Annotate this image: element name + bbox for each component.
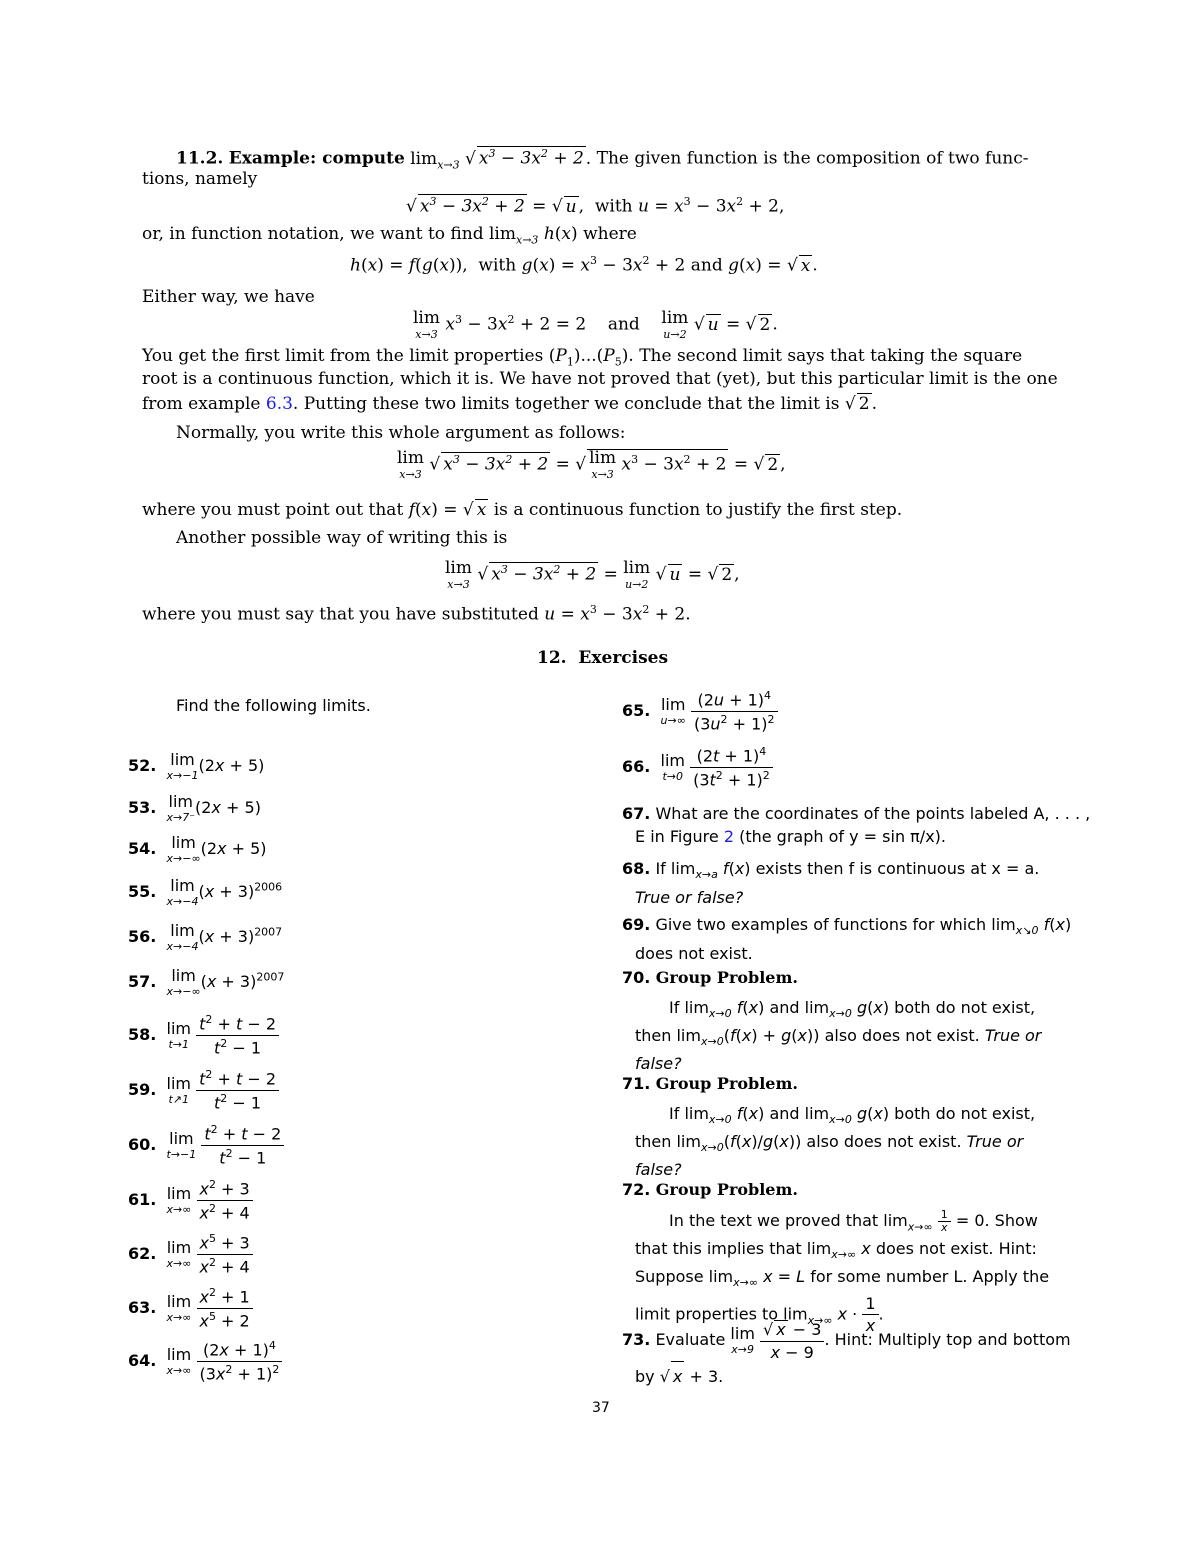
example-intro-line2: tions, namely xyxy=(142,169,258,189)
exercise-58: 58. lim t→1 $\frac{t^2 + t - 2}{t^2 - 1}$ xyxy=(128,1014,279,1057)
section-number: 12. xyxy=(537,648,567,668)
p1-text-b: The second limit says that taking the square xyxy=(639,346,1023,366)
exercise-53: 53. lim x→7⁻ (2x + 5) xyxy=(128,792,261,824)
exercise-60: 60. lim t→−1 $\frac{t^2 + t - 2}{t^2 - 1}$ xyxy=(128,1124,284,1167)
exercises-heading: Find the following limits. xyxy=(176,696,371,715)
point-out-a: where you must point out that xyxy=(142,500,404,520)
exercise-71-body: If $\lim_{x\to 0} f(x)$ and $\lim_{x\to 0} g(x)$ both do not exist, then $\lim_{x\to 0}(f(x)/g(x))$ also does not exist. True or false? xyxy=(635,1104,1036,1180)
exercise-57: 57. lim x→−∞ $(x + 3)^{2007}$ xyxy=(128,966,285,998)
exercise-67: 67. What are the coordinates of the points labeled A, . . . , E in Figure 2 (the graph of y = sin π/x). xyxy=(622,804,1091,846)
substitution-equation: lim x→3 √ $x^3 - 3x^2 + 2$ = lim u→2 √ u = √ 2 , xyxy=(445,558,740,591)
with-word-2: with xyxy=(478,255,517,276)
exercise-70-body: If $\lim_{x\to 0} f(x)$ and $\lim_{x\to 0} g(x)$ both do not exist, then $\lim_{x\to 0}(f(x) + g(x))$ also does not exist. True or false? xyxy=(635,998,1042,1074)
exercise-52: 52. lim x→−1 (2x + 5) xyxy=(128,750,265,782)
with-word: with xyxy=(594,196,633,217)
exercise-65: 65. lim u→∞ $\frac{(2u + 1)^4}{(3u^2 + 1)^2}$ xyxy=(622,690,778,733)
exercise-55: 55. lim x→−4 $(x + 3)^{2006}$ xyxy=(128,876,283,908)
exercise-62: 62. lim x→∞ $\frac{x^5 + 3}{x^2 + 4}$ xyxy=(128,1233,253,1276)
exercise-56: 56. lim x→−4 $(x + 3)^{2007}$ xyxy=(128,921,283,953)
function-notation-equation: h(x) = f(g(x)), with $g(x) = x^3 - 3x^2 + 2$ and g(x) = √ x . xyxy=(350,254,818,276)
figure-link[interactable]: 2 xyxy=(723,827,734,846)
notation-text: or, in function notation, we want to find xyxy=(142,224,484,244)
exercise-54: 54. lim x→−∞ (2x + 5) xyxy=(128,833,267,865)
and-word: and xyxy=(690,255,723,276)
example-limit-formula: $\lim_{x\to 3}$ √ $x^3 - 3x^2 + 2$ . xyxy=(410,147,592,172)
substituted-line: where you must say that you have substituted $u = x^3 - 3x^2 + 2$. xyxy=(142,603,691,625)
exercise-73: 73. Evaluate lim x→9 $\frac{√ x - 3}{x - 9}$ . Hint: Multiply top and bottom by √ x + 3. xyxy=(622,1320,1071,1392)
section-heading xyxy=(537,648,668,668)
exercise-59: 59. lim t↗1 $\frac{t^2 + t - 2}{t^2 - 1}$ xyxy=(128,1069,279,1112)
and-word-2: and xyxy=(607,314,640,335)
another-line: Another possible way of writing this is xyxy=(176,528,508,548)
example-number: 11.2. xyxy=(176,148,224,169)
example-heading-line xyxy=(176,146,1029,171)
exercise-70-heading: 70. Group Problem. xyxy=(622,968,798,987)
substituted-text: where you must say that you have substituted xyxy=(142,604,539,625)
composition-equation: √ $x^3 - 3x^2 + 2$ = √ u , with $u = x^3 - 3x^2 + 2$, xyxy=(406,195,785,217)
paragraph-line-1: You get the first limit from the limit properties $(P_1)...(P_5)$. The second limit says that taking the square xyxy=(142,346,1023,369)
exercise-66: 66. lim t→0 $\frac{(2t + 1)^4}{(3t^2 + 1)^2}$ xyxy=(622,746,773,789)
where-word: where xyxy=(583,224,637,244)
paragraph-line-3: from example 6.3. Putting these two limits together we conclude that the limit is √ 2 . xyxy=(142,394,877,414)
exercise-64: 64. lim x→∞ $\frac{(2x + 1)^4}{(3x^2 + 1)^2}$ xyxy=(128,1340,282,1383)
two-limits-equation: lim x→3 $x^3 - 3x^2 + 2 = 2$ and lim u→2 √ u = √ 2 . xyxy=(413,308,778,341)
p1-text-c: from example xyxy=(142,394,261,414)
notation-line: or, in function notation, we want to find $\lim_{x\to 3} h(x)$ where xyxy=(142,224,637,247)
exercise-72-body: In the text we proved that $\lim_{x\to\infty}$ $\frac{1}{x}$ = 0. Show that this implies that $\lim_{x\to\infty} x$ does not exist. Hint: Suppose $\lim_{x\to\infty} x = L$ for some number L. Apply the limit properties to $\lim_{x\to\infty} x$ · $\frac{1}{x}$ . xyxy=(635,1208,1050,1336)
point-out-b: is a continuous function to justify the first step. xyxy=(493,500,903,520)
whole-argument-equation: lim x→3 √ $x^3 - 3x^2 + 2$ = √ lim x→3 $x^3 - 3x^2 + 2$ = √ 2 , xyxy=(397,448,786,481)
exercise-69: 69. Give two examples of functions for which $\lim_{x↘0} f(x)$ does not exist. xyxy=(622,915,1072,964)
p1-text-d: . Putting these two limits together we conclude that the limit is xyxy=(292,394,840,414)
exercise-72-heading: 72. Group Problem. xyxy=(622,1180,798,1199)
exercise-68: 68. If $\lim_{x\to a} f(x)$ exists then f is continuous at x = a. True or false? xyxy=(622,859,1040,908)
exercise-63: 63. lim x→∞ $\frac{x^2 + 1}{x^5 + 2}$ xyxy=(128,1287,253,1330)
paragraph-line-2: root is a continuous function, which it is. We have not proved that (yet), but this particular limit is the one xyxy=(142,369,1058,389)
exercise-61: 61. lim x→∞ $\frac{x^2 + 3}{x^2 + 4}$ xyxy=(128,1179,253,1222)
section-title: Exercises xyxy=(578,648,669,668)
exercise-71-heading: 71. Group Problem. xyxy=(622,1074,798,1093)
p1-text-a: You get the first limit from the limit properties xyxy=(142,346,544,366)
point-out-line: where you must point out that f(x) = √ x is a continuous function to justify the first step. xyxy=(142,500,903,520)
example-title: Example: compute xyxy=(228,148,405,169)
normally-line: Normally, you write this whole argument as follows: xyxy=(176,423,626,443)
page-number: 37 xyxy=(592,1400,610,1416)
example-intro: The given function is the composition of two func- xyxy=(596,148,1029,169)
either-way: Either way, we have xyxy=(142,287,315,307)
example-link[interactable]: 6.3 xyxy=(265,394,293,414)
